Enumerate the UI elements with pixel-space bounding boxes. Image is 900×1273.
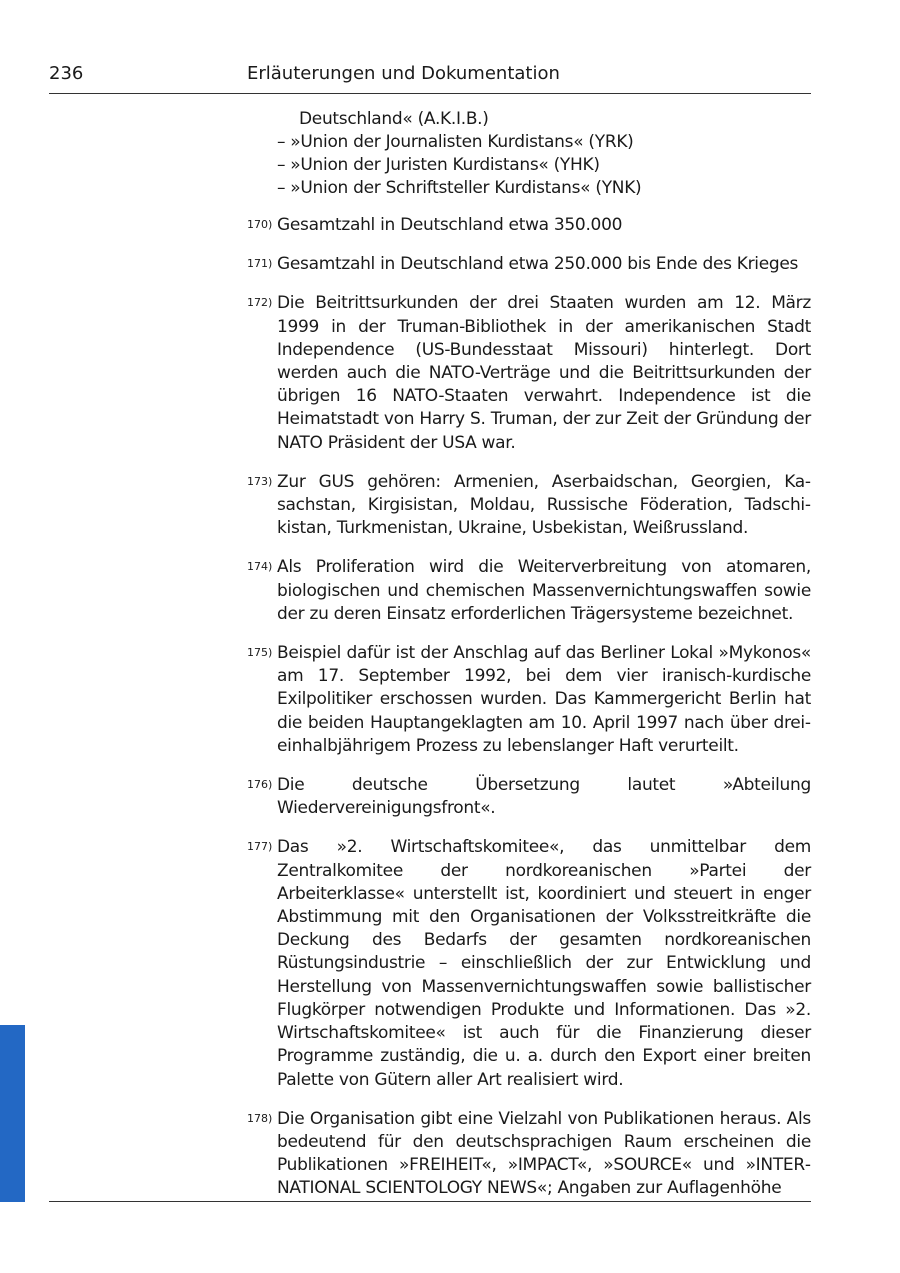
footnote-number: 177) <box>247 840 273 854</box>
footnote-number: 178) <box>247 1111 273 1125</box>
footnote-text: Die Organisation gibt eine Vielzahl von Publikationen heraus. Als bedeutend für den deutschsprachigen Raum erscheinen die Publikationen »FREIHEIT«, »IMPACT«, »SOURCE« und »INTERNATIONAL SCIENTOLOGY NEWS«; Angaben zur Auflagenhöhe <box>277 1108 811 1199</box>
continuation-line: – »Union der Journalisten Kurdistans« (YRK) <box>277 132 634 152</box>
footnote <box>247 253 811 276</box>
continuation-line: Deutschland« (A.K.I.B.) <box>299 109 489 129</box>
footnote-text: Die Beitrittsurkunden der drei Staaten wurden am 12. März 1999 in der Truman-Bibliothek in der amerikanischen Stadt Independence (US-Bundesstaat Missouri) hinterlegt. Dort werden auch die NATO-Verträge und die Beitrittsurkunden der übrigen 16 NATO-Staaten verwahrt. Independence ist die Heimatstadt von Harry S. Truman, der zur Zeit der Gründung der NATO Präsident der USA war. <box>277 293 811 453</box>
continuation-line: – »Union der Schriftsteller Kurdistans« (YNK) <box>277 178 642 198</box>
footnote-text: Gesamtzahl in Deutschland etwa 250.000 bis Ende des Krieges <box>277 254 799 275</box>
chapter-color-tab <box>0 1025 25 1202</box>
footnote-number: 175) <box>247 646 273 660</box>
footnote-number: 172) <box>247 296 273 310</box>
footnote <box>247 1108 811 1201</box>
footnote-text: Zur GUS gehören: Armenien, Aserbaidschan, Georgien, Kasachstan, Kirgisistan, Moldau, Russische Föderation, Tadschikistan, Turkmenistan, Ukraine, Usbekistan, Weißrussland. <box>277 471 811 539</box>
footnote <box>247 642 811 758</box>
footnote-list <box>247 214 811 1217</box>
footnote-text: Die deutsche Übersetzung lautet »Abteilung Wiedervereinigungsfront«. <box>277 775 811 819</box>
footnote-number: 173) <box>247 474 273 488</box>
footnote-text: Gesamtzahl in Deutschland etwa 350.000 <box>277 215 623 235</box>
footnote-number: 171) <box>247 257 273 271</box>
footnote-number: 170) <box>247 218 273 231</box>
footnote <box>247 292 811 454</box>
footnote-text: Das »2. Wirtschaftskomitee«, das unmittelbar dem Zentralkomitee der nordkoreanischen »Partei der Arbeiterklasse« unterstellt ist, koordiniert und steuert in enger Abstimmung mit den Organisationen der Volksstreitkräfte die Deckung des Bedarfs der gesamten nordkoreanischen Rüstungsindustrie – einschließlich der zur Entwicklung und Herstellung von Massenvernichtungswaffen sowie ballistischer Flugkörper notwendigen Produkte und Informationen. Das »2. Wirtschaftskomitee« ist auch für die Finanzierung dieser Programme zuständig, die u. a. durch den Export einer breiten Palette von Gütern aller Art realisiert wird. <box>277 837 811 1090</box>
footnote-text: Beispiel dafür ist der Anschlag auf das Berliner Lokal »Mykonos« am 17. September 1992, bei dem vier iranisch-kurdische Exilpolitiker erschossen wurden. Das Kammergericht Berlin hat die beiden Hauptangeklagten am 10. April 1997 nach über dreieinhalbjährigem Prozess zu lebenslanger Haft verurteilt. <box>277 643 811 756</box>
continuation-line: – »Union der Juristen Kurdistans« (YHK) <box>277 155 600 175</box>
page-number: 236 <box>49 63 84 84</box>
footnote <box>247 214 811 237</box>
running-head-title: Erläuterungen und Dokumentation <box>247 63 560 84</box>
header-rule <box>49 93 811 94</box>
footnote <box>247 471 811 541</box>
footnote-text: Als Proliferation wird die Weiterverbreitung von atomaren, biologischen und chemischen Massenvernichtungswaffen sowie der zu deren Einsatz erforderlichen Trägersysteme bezeichnet. <box>277 557 811 624</box>
footnote <box>247 774 811 820</box>
footnote-number: 176) <box>247 778 273 792</box>
footnote <box>247 556 811 626</box>
footer-rule <box>49 1201 811 1202</box>
continuation-list <box>277 108 641 200</box>
footnote-number: 174) <box>247 560 273 574</box>
footnote <box>247 836 811 1091</box>
